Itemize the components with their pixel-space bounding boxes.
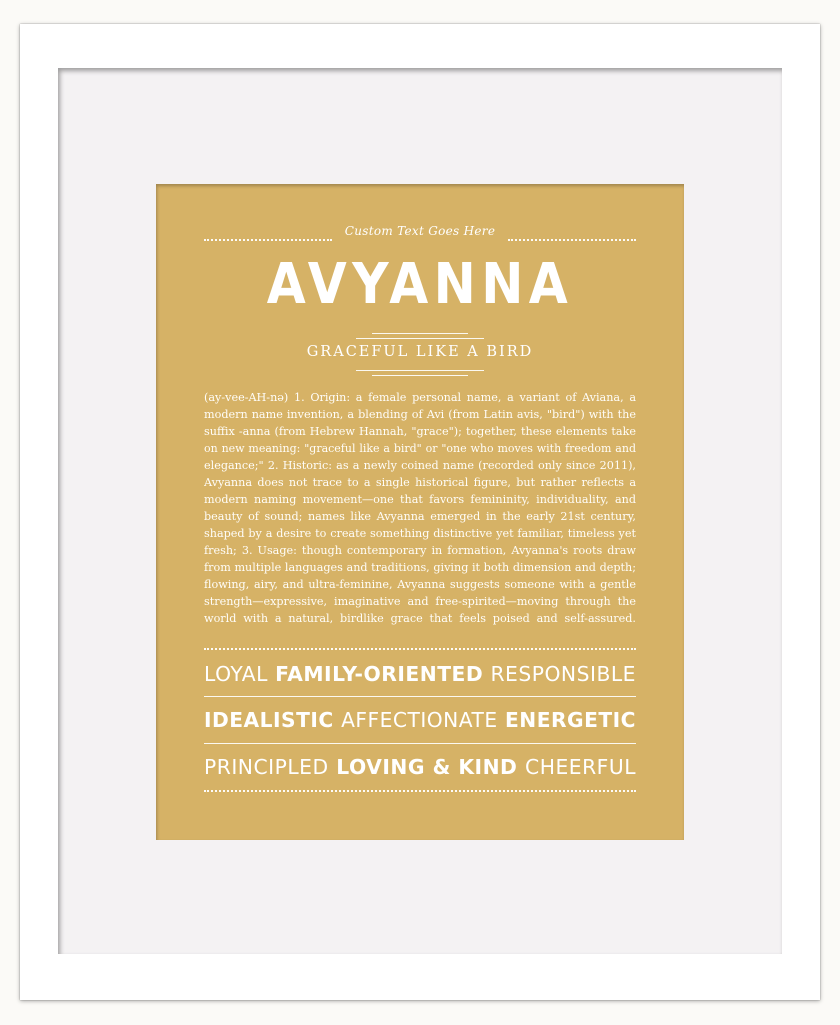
trait: AFFECTIONATE <box>341 708 498 732</box>
picture-frame <box>20 24 820 1000</box>
definition-line: world with a natural, birdlike grace that feels poised and self-assured. <box>204 612 636 625</box>
dotted-divider-left <box>204 239 332 241</box>
frame-mat <box>58 68 782 954</box>
definition-line: fresh; 3. Usage: though contemporary in formation, Avyanna's roots draw <box>204 544 636 557</box>
definition-line: suffix -anna (from Hebrew Hannah, "grace"); together, these elements take <box>204 425 636 438</box>
trait: FAMILY-ORIENTED <box>275 662 484 686</box>
name-title: AVYANNA <box>266 252 574 317</box>
definition-line: shaped by a desire to create something distinctive yet familiar, timeless yet <box>204 527 636 540</box>
definition-line: flowing, airy, and ultra-feminine, Avyanna suggests someone with a gentle <box>204 578 636 591</box>
definition-line: on new meaning: "graceful like a bird" or "one who moves with freedom and <box>204 442 636 455</box>
trait: LOYAL <box>204 662 268 686</box>
dotted-divider-right <box>508 239 636 241</box>
definition-line: modern name invention, a blending of Avi (from Latin avis, "bird") with the <box>204 408 636 421</box>
rule-top-1 <box>372 333 468 334</box>
name-print <box>156 184 684 840</box>
trait: RESPONSIBLE <box>490 662 636 686</box>
definition-line: beauty of sound; names like Avyanna emerged in the early 21st century, <box>204 510 636 523</box>
trait: LOVING & KIND <box>336 755 518 779</box>
definition-line: strength—expressive, imaginative and free-spirited—moving through the <box>204 595 636 608</box>
trait: IDEALISTIC <box>204 708 334 732</box>
custom-text: Custom Text Goes Here <box>344 224 496 238</box>
trait-row-2 <box>204 704 636 736</box>
rule-bottom-2 <box>372 375 468 376</box>
definition-line: Avyanna does not trace to a single historical figure, but rather reflects a <box>204 476 636 489</box>
trait-row-1 <box>204 658 636 690</box>
definition-line: (ay-vee-AH-nə) 1. Origin: a female personal name, a variant of Aviana, a <box>204 391 636 404</box>
trait: ENERGETIC <box>505 708 636 732</box>
trait-divider <box>204 743 636 744</box>
trait: PRINCIPLED <box>204 755 329 779</box>
rule-bottom-1 <box>356 370 484 371</box>
name-definition <box>204 389 636 627</box>
dotted-divider-traits-bottom <box>204 790 636 792</box>
trait-divider <box>204 696 636 697</box>
name-meaning: GRACEFUL LIKE A BIRD <box>306 344 534 360</box>
definition-line: from multiple languages and traditions, giving it both dimension and depth; <box>204 561 636 574</box>
definition-line: modern naming movement—one that favors femininity, individuality, and <box>204 493 636 506</box>
trait: CHEERFUL <box>525 755 636 779</box>
definition-line: elegance;" 2. Historic: as a newly coined name (recorded only since 2011), <box>204 459 636 472</box>
trait-row-3 <box>204 751 636 783</box>
dotted-divider-traits-top <box>204 648 636 650</box>
rule-top-2 <box>356 338 484 339</box>
